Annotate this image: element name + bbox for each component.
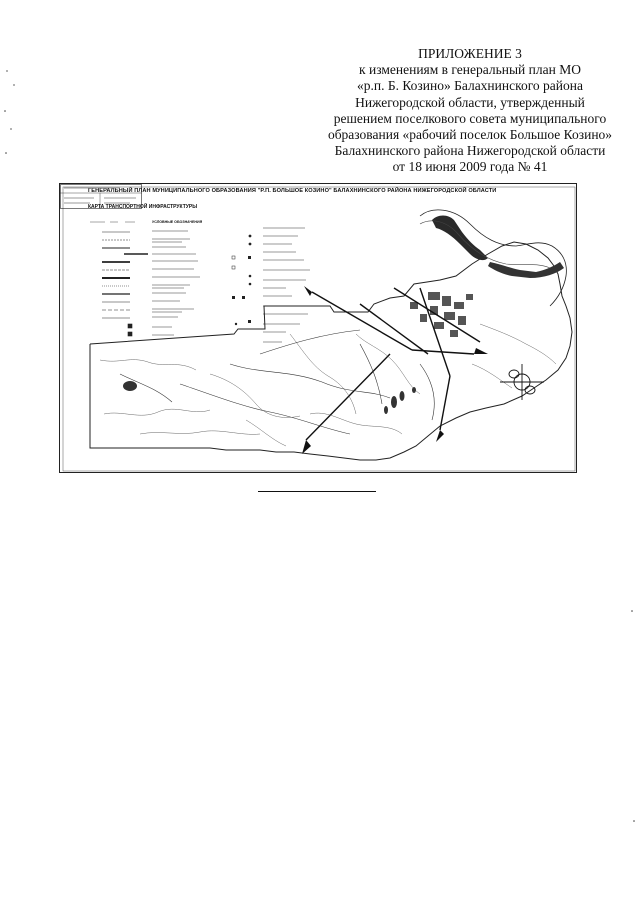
main-roads xyxy=(306,288,480,440)
appendix-line: ПРИЛОЖЕНИЕ 3 xyxy=(418,46,522,61)
interchange xyxy=(500,364,544,400)
legend-icons xyxy=(232,235,251,326)
scan-speck xyxy=(10,128,12,130)
inner-border xyxy=(63,187,575,471)
map-drawing xyxy=(60,184,578,474)
municipal-boundary xyxy=(90,242,572,460)
ponds xyxy=(123,381,416,414)
legend-heading: УСЛОВНЫЕ ОБОЗНАЧЕНИЯ xyxy=(152,220,203,224)
legend-text-lines xyxy=(152,228,310,342)
scan-speck xyxy=(5,152,7,154)
scan-speck xyxy=(633,820,635,822)
appendix-line: от 18 июня 2009 года № 41 xyxy=(392,159,548,175)
secondary-roads xyxy=(120,330,434,434)
map-subtitle: КАРТА ТРАНСПОРТНОЙ ИНФРАСТРУКТУРЫ xyxy=(88,204,198,210)
scan-speck xyxy=(6,70,8,72)
scan-speck xyxy=(631,610,633,612)
title-block-stamp xyxy=(60,184,142,209)
appendix-line: «р.п. Б. Козино» Балахнинского района xyxy=(357,78,583,94)
map-title: ГЕНЕРАЛЬНЫЙ ПЛАН МУНИЦИПАЛЬНОГО ОБРАЗОВАНИЯ "Р.П. БОЛЬШОЕ КОЗИНО" БАЛАХНИНСКОГО РАЙОНА НИЖЕГОРОДСКОЙ ОБЛАСТИ xyxy=(88,188,497,194)
transport-map xyxy=(59,183,577,473)
scan-speck xyxy=(4,110,6,112)
appendix-line: Балахнинского района Нижегородской области xyxy=(334,143,606,159)
streams xyxy=(100,324,556,446)
scan-speck xyxy=(13,84,15,86)
appendix-header xyxy=(300,46,640,176)
settlement-blocks xyxy=(410,292,473,337)
appendix-line: Нижегородской области, утвержденный xyxy=(355,94,585,110)
legend xyxy=(90,222,148,336)
appendix-line: решением поселкового совета муниципального xyxy=(333,110,607,126)
appendix-line: к изменениям в генеральный план МО xyxy=(359,62,581,78)
divider-line xyxy=(258,491,376,492)
appendix-line: образования «рабочий поселок Большое Козино» xyxy=(327,127,613,143)
